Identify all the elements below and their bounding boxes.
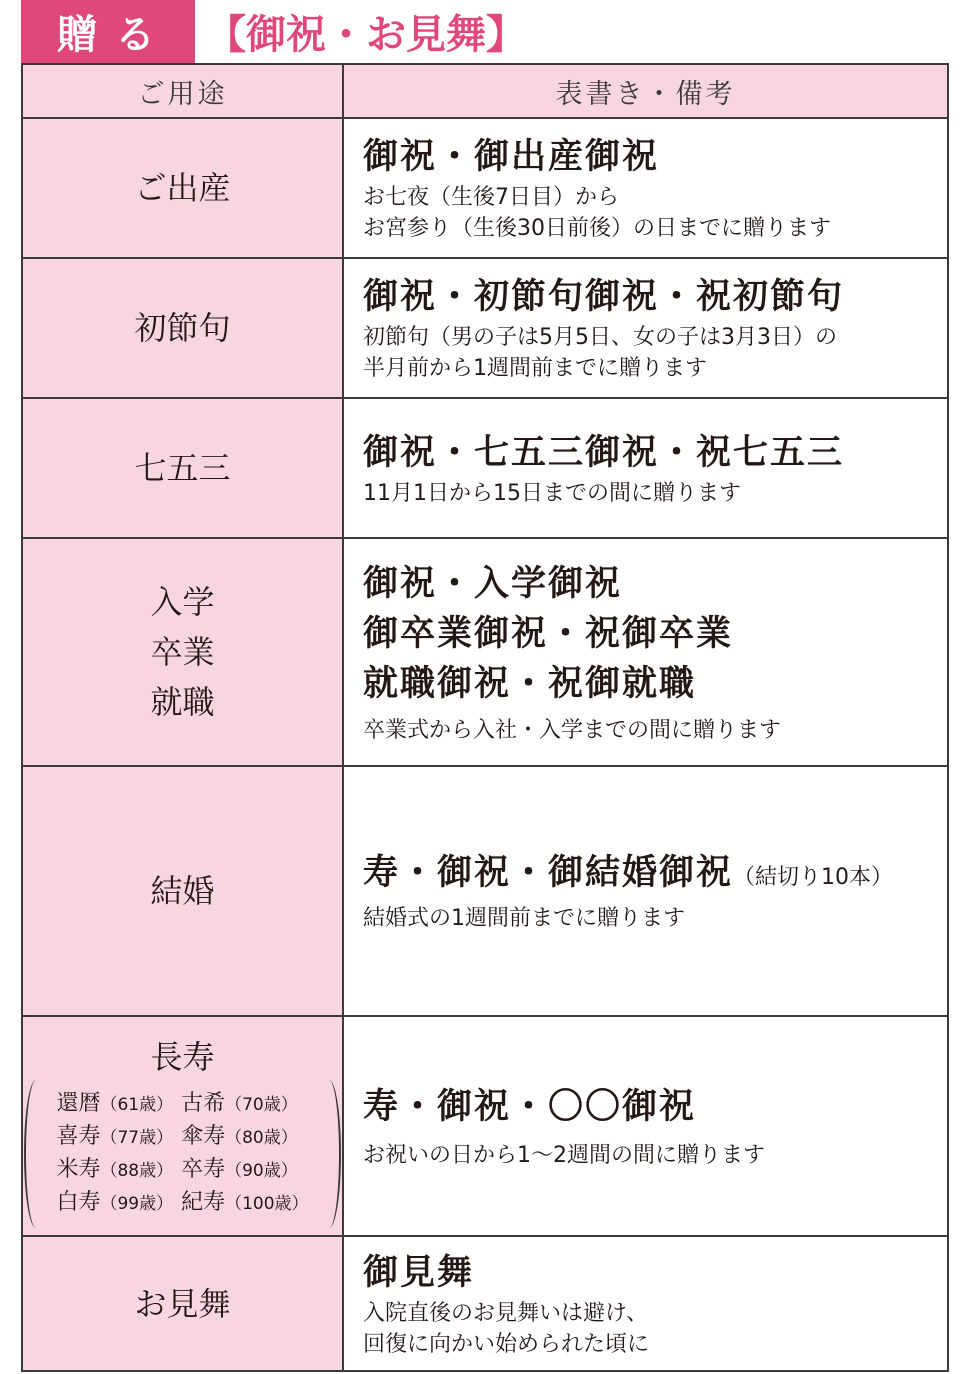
age-name: 古希 (181, 1091, 226, 1116)
ages-row (52, 1187, 312, 1220)
age-years: （77歳） (100, 1128, 174, 1148)
note-cell (344, 1237, 947, 1370)
age-name: 米寿 (56, 1157, 101, 1182)
age-years: （80歳） (225, 1128, 298, 1148)
longevity-ages (24, 1088, 340, 1220)
inscription: 御祝・御出産御祝 (363, 136, 660, 177)
table-row (23, 767, 947, 1017)
age-name: 喜寿 (56, 1124, 101, 1149)
remark: お七夜（生後7日目）から (363, 185, 619, 210)
age-entry (177, 1154, 312, 1187)
table-row (23, 119, 947, 259)
age-years: （100歳） (225, 1194, 309, 1214)
use-label: ご出産 (134, 169, 231, 207)
use-cell (23, 399, 344, 537)
remark: お祝いの日から1～2週間の間に贈ります (363, 1142, 765, 1168)
age-entry (52, 1121, 177, 1154)
inscription: 御卒業御祝・祝御卒業 (363, 612, 734, 654)
age-years: （99歳） (100, 1194, 174, 1214)
section-title: 【御祝・お見舞】 (206, 11, 526, 58)
inscription: 就職御祝・祝御就職 (363, 662, 697, 704)
use-label: 入学 (150, 583, 215, 621)
remark: 初節句（男の子は5月5日、女の子は3月3日）の (363, 325, 837, 350)
use-cell (23, 259, 344, 397)
age-years: （88歳） (100, 1161, 174, 1181)
note-cell (344, 1017, 947, 1235)
remark: 卒業式から入社・入学までの間に贈ります (363, 717, 782, 743)
age-years: （61歳） (100, 1095, 174, 1115)
use-cell (23, 1237, 344, 1370)
age-entry (177, 1187, 312, 1220)
note-cell (344, 767, 947, 1015)
ages-row (52, 1121, 312, 1154)
table-row (23, 399, 947, 539)
table-row (23, 539, 947, 767)
right-bracket (317, 1080, 341, 1228)
use-label: 初節句 (134, 309, 231, 347)
ages-table (52, 1088, 312, 1220)
age-years: （90歳） (225, 1161, 298, 1181)
use-label: 就職 (150, 683, 215, 721)
inscription-line (363, 848, 947, 903)
table-row (23, 259, 947, 399)
age-years: （70歳） (225, 1095, 298, 1115)
age-entry (52, 1088, 177, 1121)
section-tag: 贈る (21, 0, 195, 63)
remark: 入院直後のお見舞いは避け、 (363, 1300, 649, 1326)
age-name: 紀寿 (181, 1190, 226, 1215)
use-label: 七五三 (134, 449, 231, 487)
use-cell (23, 539, 344, 765)
remark: 回復に向かい始められた頃に (363, 1331, 650, 1357)
remark: 11月1日から15日までの間に贈ります (363, 480, 741, 506)
inscription: 御見舞 (363, 1251, 475, 1293)
gift-table (21, 63, 949, 1372)
age-entry (177, 1088, 312, 1121)
inscription: 御祝・七五三御祝・祝七五三 (363, 431, 845, 473)
table-row (23, 1017, 947, 1237)
left-bracket (24, 1080, 48, 1228)
ages-row (52, 1154, 312, 1187)
remark: 結婚式の1週間前までに贈ります (363, 906, 685, 931)
age-entry (52, 1154, 177, 1187)
age-entry (177, 1121, 312, 1154)
age-entry (52, 1187, 177, 1220)
column-header-note: 表書き・備考 (344, 65, 947, 117)
note-cell (344, 539, 947, 765)
age-name: 卒寿 (181, 1157, 226, 1182)
remark: 半月前から1週間前までに贈ります (363, 356, 707, 381)
note-cell (344, 399, 947, 537)
use-label: 長寿 (150, 1038, 215, 1076)
inscription: 御祝・入学御祝 (363, 562, 623, 604)
note-cell (344, 119, 947, 257)
ages-row (52, 1088, 312, 1121)
table-row (23, 1237, 947, 1370)
use-label: お見舞 (134, 1284, 231, 1323)
inscription: 寿・御祝・〇〇御祝 (363, 1085, 697, 1127)
remark: お宮参り（生後30日前後）の日までに贈ります (363, 216, 831, 241)
inscription: 御祝・初節句御祝・祝初節句 (363, 276, 845, 317)
table-header-row (23, 65, 947, 119)
use-cell (23, 1017, 344, 1235)
inscription: 寿・御祝・御結婚御祝 (363, 852, 734, 893)
age-name: 傘寿 (181, 1124, 226, 1149)
inscription-suffix: （結切り10本） (733, 865, 894, 890)
note-cell (344, 259, 947, 397)
use-cell (23, 767, 344, 1015)
use-cell (23, 119, 344, 257)
use-label: 結婚 (150, 872, 215, 910)
column-header-use: ご用途 (23, 65, 344, 117)
age-name: 還暦 (56, 1091, 101, 1116)
age-name: 白寿 (56, 1190, 101, 1215)
use-label: 卒業 (150, 633, 215, 671)
